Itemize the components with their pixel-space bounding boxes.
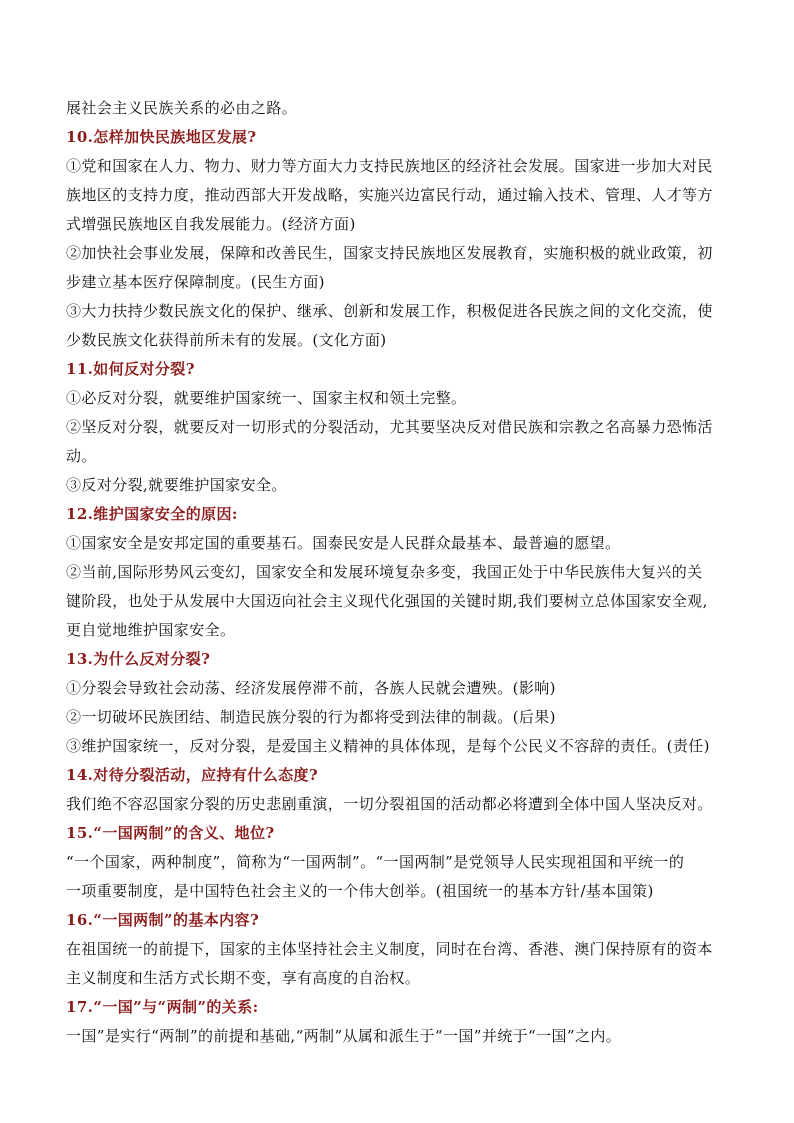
- paragraph-line: ②加快社会事业发展，保障和改善民生，国家支持民族地区发展教育，实施积极的就业政策，初: [66, 244, 713, 262]
- paragraph-line: 一项重要制度，是中国特色社会主义的一个伟大创举。(祖国统一的基本方针/基本国策): [66, 882, 654, 900]
- paragraph-line: ②一切破坏民族团结、制造民族分裂的行为都将受到法律的制裁。(后果): [66, 708, 556, 726]
- paragraph-line: 步建立基本医疗保障制度。(民生方面): [66, 273, 325, 291]
- paragraph-line: ①国家安全是安邦定国的重要基石。国泰民安是人民群众最基本、最普遍的愿望。: [66, 534, 621, 552]
- section-heading: 13.为什么反对分裂?: [66, 650, 211, 668]
- paragraph-line: ①必反对分裂，就要维护国家统一、国家主权和领土完整。: [66, 389, 467, 407]
- paragraph-line: 在祖国统一的前提下，国家的主体坚持社会主义制度，同时在台湾、香港、澳门保持原有的资本: [66, 940, 713, 958]
- paragraph-line: 动。: [66, 447, 97, 465]
- paragraph-line: 主义制度和生活方式长期不变，享有高度的自治权。: [66, 969, 421, 987]
- paragraph-line: ①党和国家在人力、物力、财力等方面大力支持民族地区的经济社会发展。国家进一步加大对民: [66, 157, 713, 175]
- section-heading: 17.“一国”与“两制”的关系:: [66, 998, 259, 1016]
- paragraph-line: ③大力扶持少数民族文化的保护、继承、创新和发展工作，积极促进各民族之间的文化交流，使: [66, 302, 713, 320]
- paragraph-line: 展社会主义民族关系的必由之路。: [66, 99, 298, 117]
- section-heading: 16.“一国两制”的基本内容?: [66, 911, 260, 929]
- section-heading: 10.怎样加快民族地区发展?: [66, 128, 257, 146]
- paragraph-line: ①分裂会导致社会动荡、经济发展停滞不前，各族人民就会遭殃。(影响): [66, 679, 556, 697]
- paragraph-line: “一个国家，两种制度”，简称为“一国两制”。“一国两制”是党领导人民实现祖国和平统一的: [66, 853, 685, 871]
- paragraph-line: 键阶段，也处于从发展中大国迈向社会主义现代化强国的关键时期,我们要树立总体国家安全观,: [66, 592, 708, 610]
- paragraph-line: 我们绝不容忍国家分裂的历史悲剧重演，一切分裂祖国的活动都必将遭到全体中国人坚决反对。: [66, 795, 713, 813]
- section-heading: 15.“一国两制”的含义、地位?: [66, 824, 275, 842]
- paragraph-line: ②当前,国际形势风云变幻，国家安全和发展环境复杂多变，我国正处于中华民族伟大复兴的关: [66, 563, 703, 581]
- section-heading: 11.如何反对分裂?: [66, 360, 195, 378]
- document-content: [66, 94, 742, 1051]
- paragraph-line: ③维护国家统一，反对分裂，是爱国主义精神的具体体现，是每个公民义不容辞的责任。(责任): [66, 737, 710, 755]
- paragraph-line: ②坚反对分裂，就要反对一切形式的分裂活动，尤其要坚决反对借民族和宗教之名高暴力恐怖活: [66, 418, 713, 436]
- section-heading: 12.维护国家安全的原因:: [66, 505, 238, 523]
- paragraph-line: 一国”是实行“两制”的前提和基础,“两制”从属和派生于“一国”并统于“一国”之内。: [66, 1027, 622, 1045]
- paragraph-line: 式增强民族地区自我发展能力。(经济方面): [66, 215, 356, 233]
- paragraph-line: ③反对分裂,就要维护国家安全。: [66, 476, 287, 494]
- paragraph-line: 少数民族文化获得前所未有的发展。(文化方面): [66, 331, 387, 349]
- paragraph-line: 更自觉地维护国家安全。: [66, 621, 236, 639]
- paragraph-line: 族地区的支持力度，推动西部大开发战略，实施兴边富民行动，通过输入技术、管理、人才等方: [66, 186, 713, 204]
- section-heading: 14.对待分裂活动，应持有什么态度?: [66, 766, 319, 784]
